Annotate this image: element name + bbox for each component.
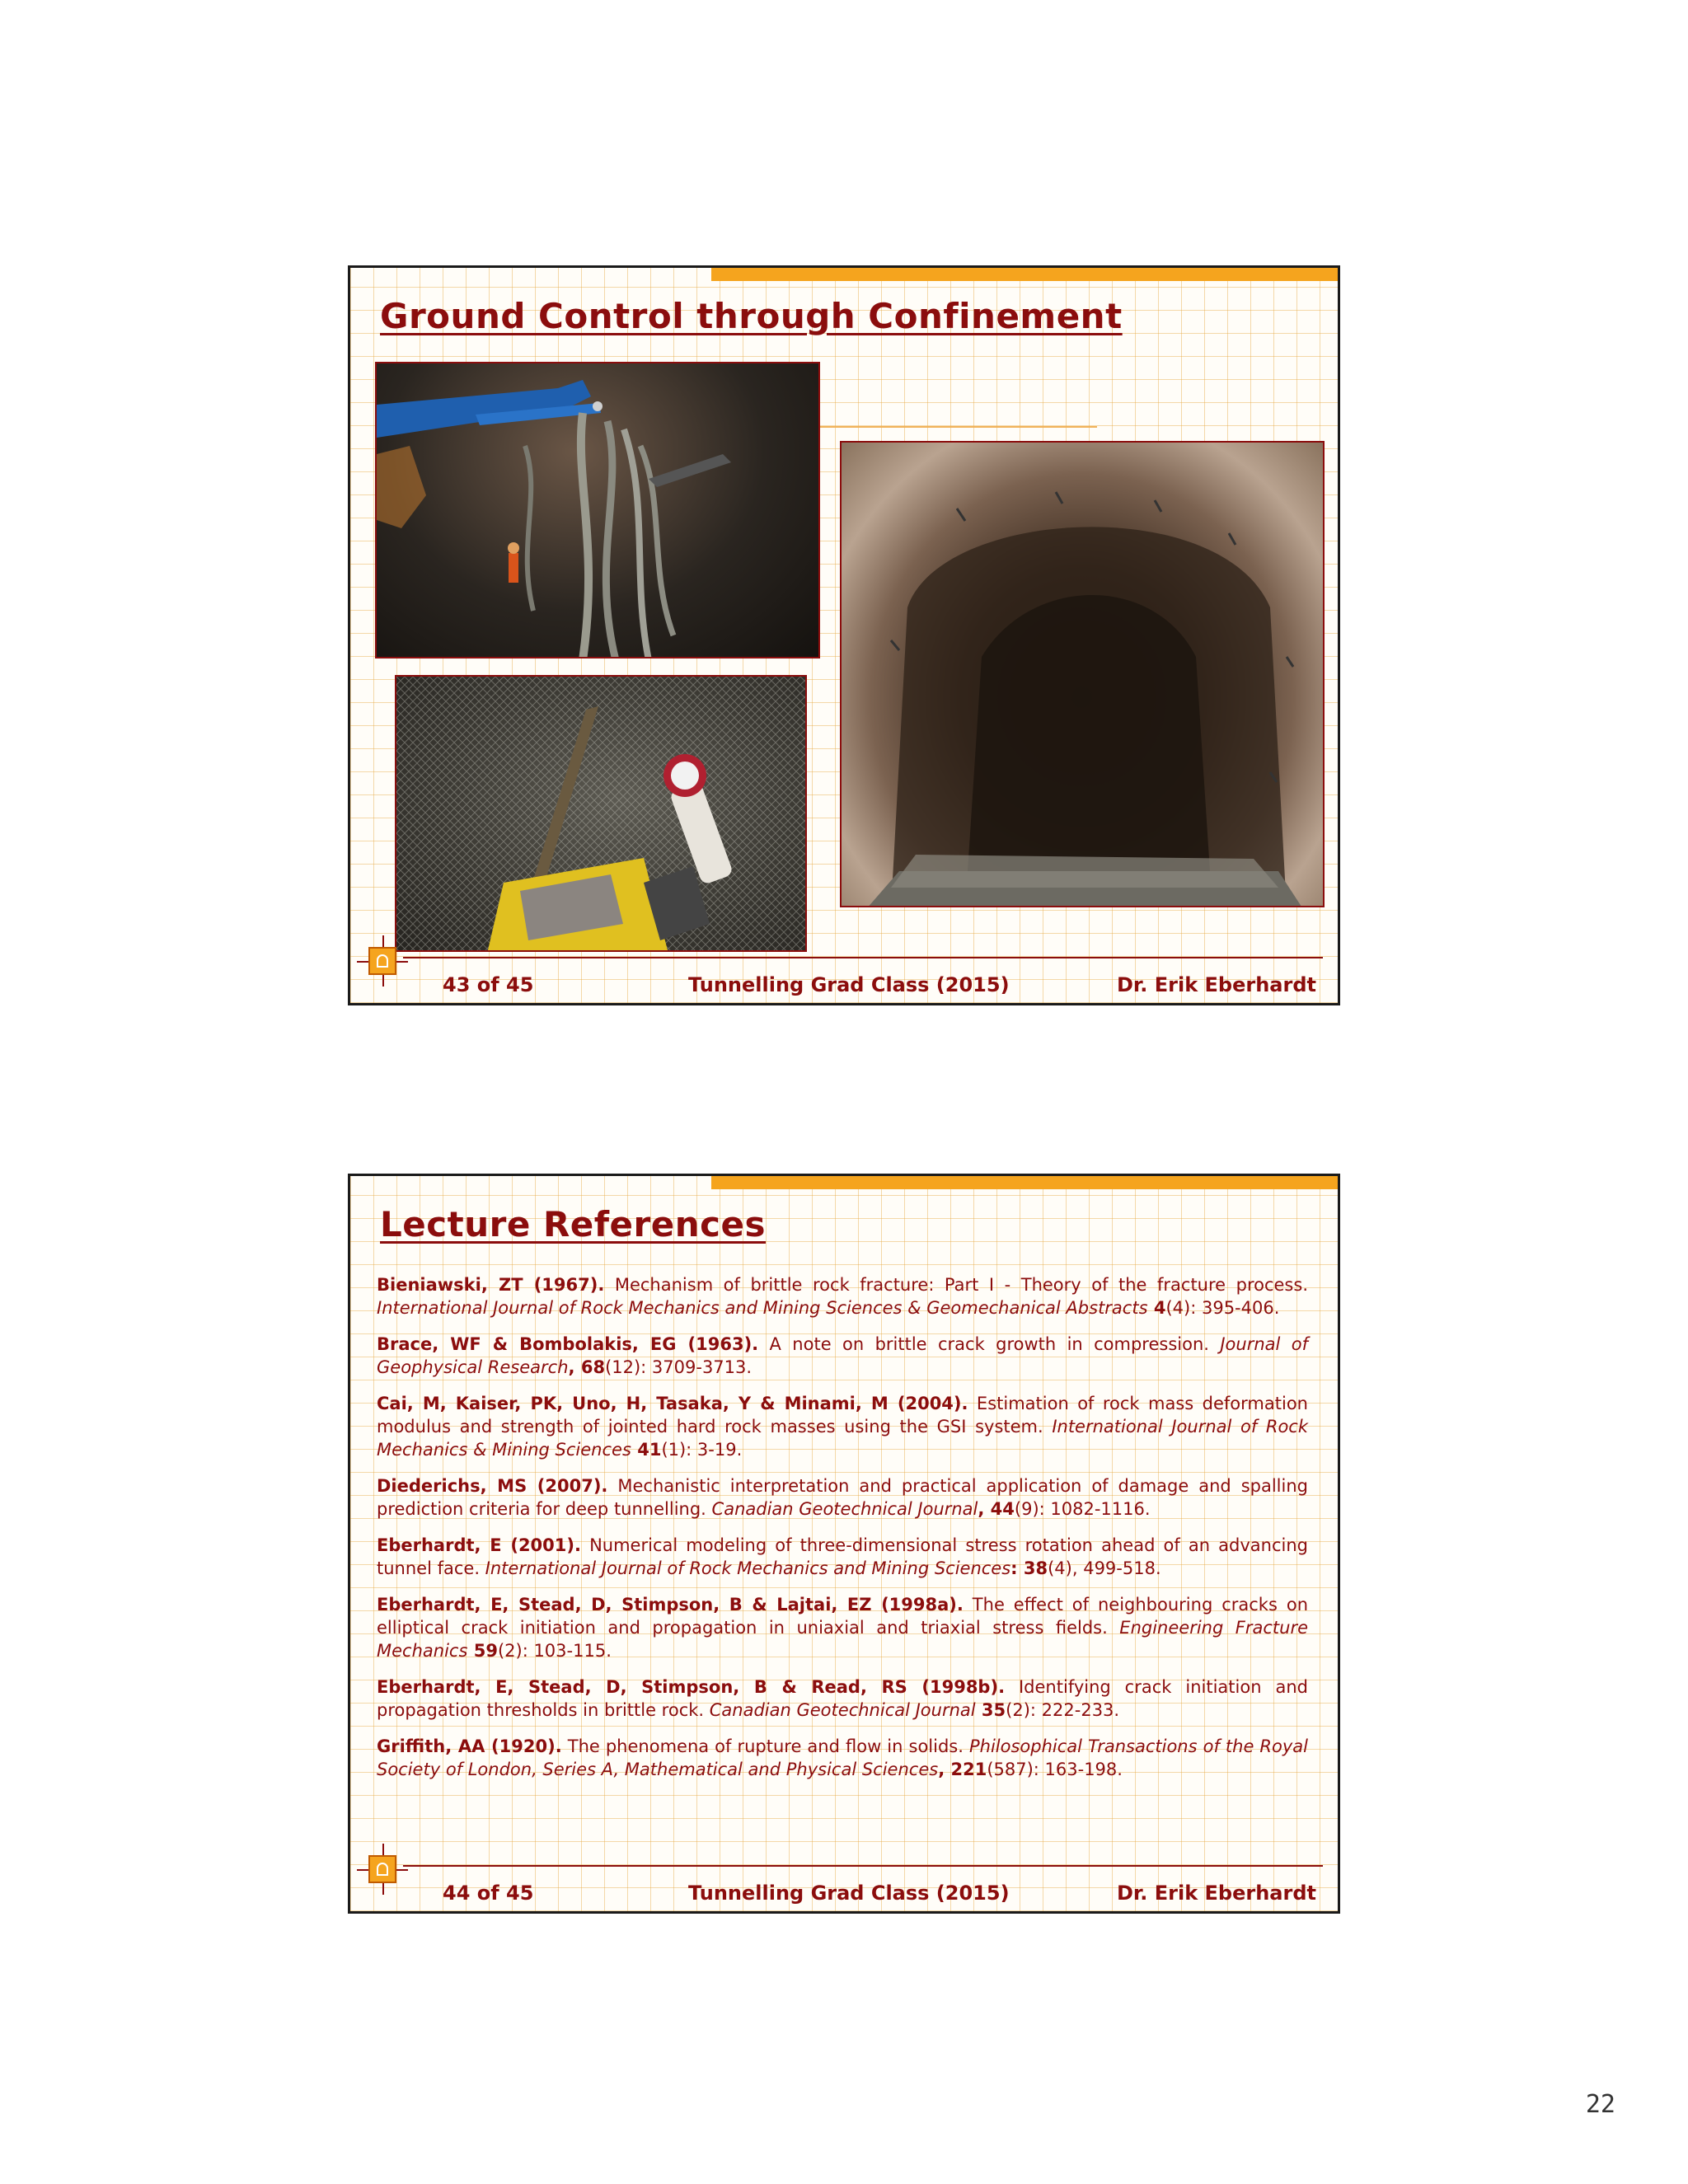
reference-journal: Journal of Geophysical Research (377, 1334, 1308, 1377)
reference-authors: Eberhardt, E (2001). (377, 1535, 581, 1555)
reference-journal: Engineering Fracture Mechanics (377, 1618, 1309, 1661)
course-name: Tunnelling Grad Class (2015) (688, 973, 1010, 996)
course-name: Tunnelling Grad Class (2015) (688, 1882, 1010, 1905)
reference-pages: (1): 3-19. (661, 1440, 743, 1460)
reference-item (377, 1675, 1308, 1722)
reference-item (377, 1735, 1308, 1781)
reference-title: The effect of neighbouring cracks on elliptical crack initiation and propagation in uniaxial and triaxial stress fields. (377, 1595, 1308, 1638)
reference-journal: International Journal of Rock Mechanics and Mining Sciences (485, 1558, 1011, 1578)
reference-journal: International Journal of Rock Mechanics and Mining Sciences & Geomechanical Abstracts (377, 1298, 1148, 1318)
reference-volume: : 38 (1010, 1558, 1048, 1578)
reference-authors: Griffith, AA (1920). (377, 1736, 562, 1756)
reference-pages: (587): 163-198. (987, 1760, 1123, 1779)
reference-authors: Bieniawski, ZT (1967). (377, 1275, 605, 1295)
document-page-number: 22 (1585, 2090, 1615, 2119)
author-name: Dr. Erik Eberhardt (1116, 1882, 1316, 1905)
reference-volume: , 68 (568, 1357, 606, 1377)
shotcrete-tunnel-photo (840, 441, 1325, 907)
reference-authors: Cai, M, Kaiser, PK, Uno, H, Tasaka, Y & Minami, M (2004). (377, 1394, 968, 1413)
reference-journal: Canadian Geotechnical Journal (709, 1700, 976, 1720)
drill-rig-photo (375, 362, 820, 658)
reference-volume: 4 (1147, 1298, 1166, 1318)
reference-item (377, 1392, 1308, 1461)
reference-title: A note on brittle crack growth in compression. (758, 1334, 1221, 1354)
reference-title: Mechanistic interpretation and practical application of damage and spalling prediction criteria for deep tunnelling. (377, 1476, 1308, 1519)
reference-journal: Canadian Geotechnical Journal (711, 1499, 978, 1519)
reference-authors: Diederichs, MS (2007). (377, 1476, 608, 1496)
reference-volume: , 44 (978, 1499, 1015, 1519)
slide-page-counter: 43 of 45 (443, 973, 534, 996)
reference-volume: 35 (975, 1700, 1006, 1720)
slide-page-counter: 44 of 45 (443, 1882, 534, 1905)
reference-item (377, 1534, 1308, 1580)
reference-pages: (4), 499-518. (1048, 1558, 1161, 1578)
reference-pages: (9): 1082-1116. (1014, 1499, 1151, 1519)
reference-journal: International Journal of Rock Mechanics & Mining Sciences (377, 1417, 1308, 1460)
reference-pages: (2): 103-115. (497, 1641, 612, 1661)
reference-title: Mechanism of brittle rock fracture: Part I - Theory of the fracture process. (604, 1275, 1308, 1295)
reference-list (377, 1273, 1308, 1794)
reference-pages: (2): 222-233. (1006, 1700, 1120, 1720)
reference-title: Estimation of rock mass deformation modulus and strength of jointed hard rock masses using the GSI system. (377, 1394, 1308, 1436)
reference-authors: Brace, WF & Bombolakis, EG (1963). (377, 1334, 759, 1354)
footer-divider (403, 957, 1323, 958)
slide-accent-bar (711, 1176, 1338, 1189)
reference-volume: , 221 (938, 1760, 987, 1779)
slide-title: Ground Control through Confinement (380, 296, 1123, 336)
reference-volume: 41 (631, 1440, 662, 1460)
decorative-line (812, 426, 1097, 428)
shotcrete-spraying-photo (395, 675, 807, 952)
slide-accent-bar (711, 268, 1338, 281)
slide-footer (350, 1875, 1338, 1908)
reference-title: Identifying crack initiation and propagation thresholds in brittle rock. (377, 1677, 1308, 1720)
reference-item (377, 1474, 1308, 1521)
reference-pages: (12): 3709-3713. (605, 1357, 753, 1377)
footer-divider (403, 1865, 1323, 1867)
slide-footer (350, 967, 1338, 1000)
reference-title: Numerical modeling of three-dimensional stress rotation ahead of an advancing tunnel face. (377, 1535, 1308, 1578)
reference-item (377, 1593, 1308, 1662)
slide-43 (348, 265, 1340, 1005)
reference-item (377, 1273, 1308, 1319)
slide-44 (348, 1174, 1340, 1914)
reference-journal: Philosophical Transactions of the Royal Society of London, Series A, Mathematical and Physical Sciences (377, 1736, 1308, 1779)
reference-item (377, 1333, 1308, 1379)
reference-title: The phenomena of rupture and flow in solids. (561, 1736, 969, 1756)
reference-authors: Eberhardt, E, Stead, D, Stimpson, B & Lajtai, EZ (1998a). (377, 1595, 964, 1615)
reference-pages: (4): 395-406. (1165, 1298, 1280, 1318)
reference-authors: Eberhardt, E, Stead, D, Stimpson, B & Read, RS (1998b). (377, 1677, 1006, 1697)
slide-title: Lecture References (380, 1204, 767, 1244)
reference-volume: 59 (467, 1641, 498, 1661)
author-name: Dr. Erik Eberhardt (1116, 973, 1316, 996)
